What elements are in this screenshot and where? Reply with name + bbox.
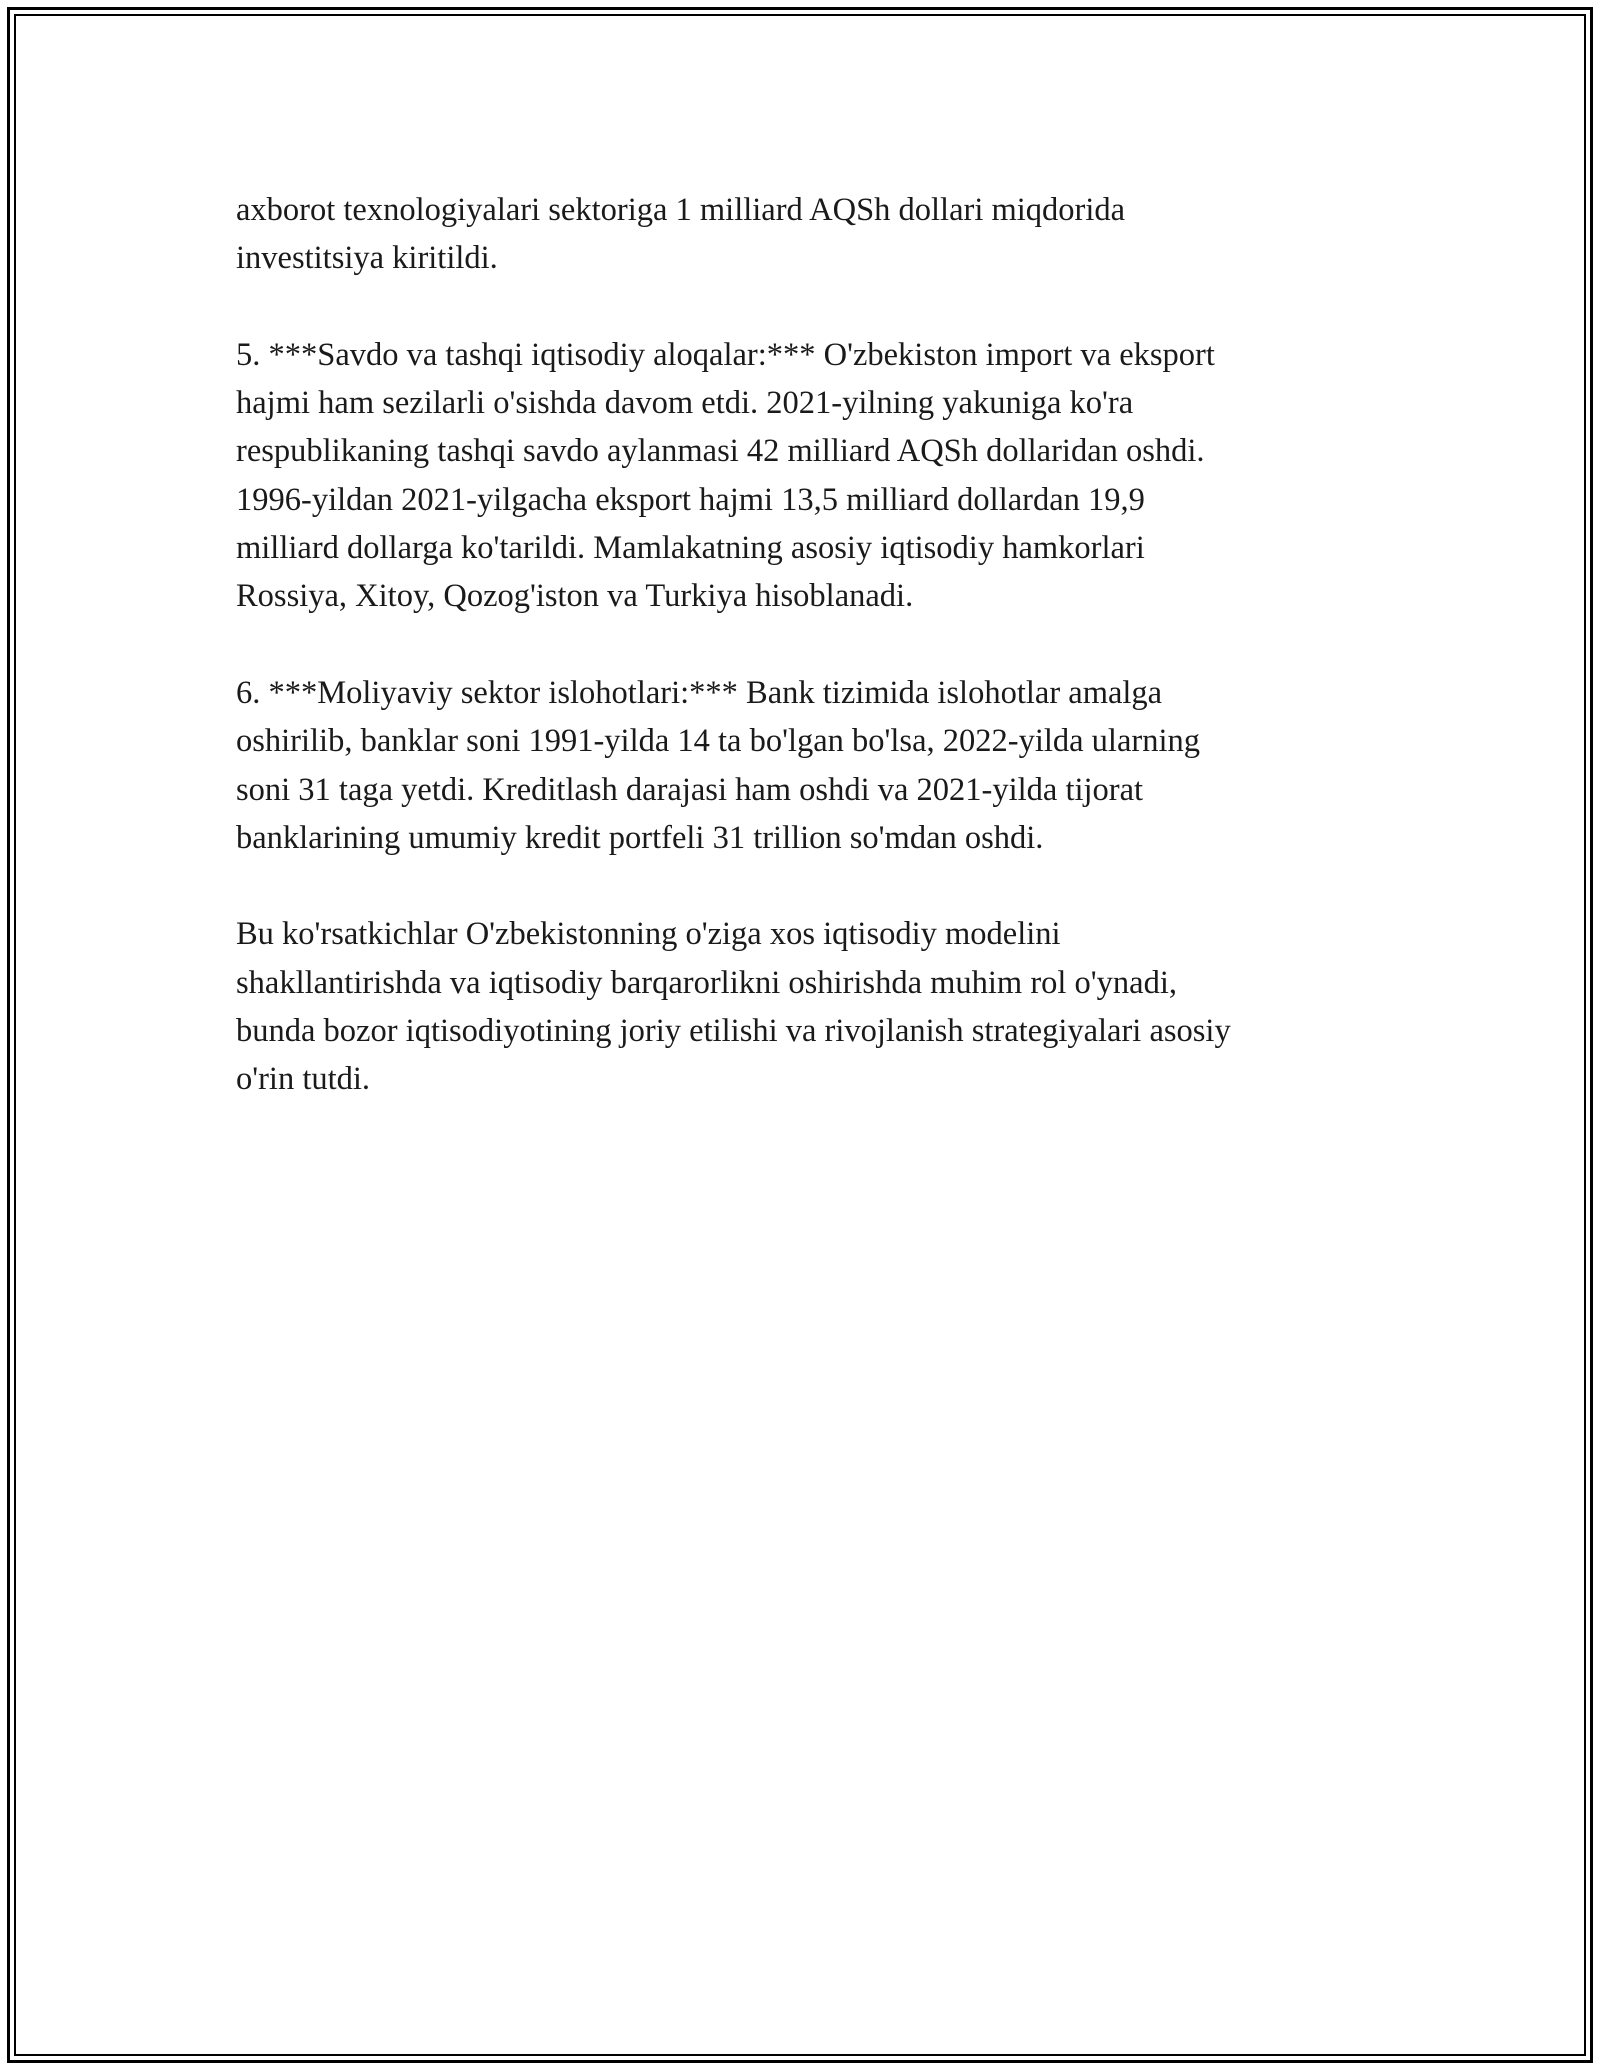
text-line: milliard dollarga ko'tarildi. Mamlakatning asosiy iqtisodiy hamkorlari (236, 530, 1145, 567)
text-line: Rossiya, Xitoy, Qozog'iston va Turkiya hisoblanadi. (236, 578, 914, 615)
text-line: 5. ***Savdo va tashqi iqtisodiy aloqalar:*** O'zbekiston import va eksport (236, 336, 1215, 373)
paragraph-conclusion (236, 910, 1376, 1103)
text-line: respublikaning tashqi savdo aylanmasi 42 milliard AQSh dollaridan oshdi. (236, 433, 1205, 470)
paragraph-trade-relations (236, 331, 1376, 621)
text-line: o'rin tutdi. (236, 1061, 371, 1098)
paragraph-it-investment (236, 186, 1376, 283)
text-line: soni 31 taga yetdi. Kreditlash darajasi ham oshdi va 2021-yilda tijorat (236, 771, 1144, 808)
text-line: hajmi ham sezilarli o'sishda davom etdi. 2021-yilning yakuniga ko'ra (236, 385, 1134, 422)
text-line: banklarining umumiy kredit portfeli 31 trillion so'mdan oshdi. (236, 819, 1044, 856)
text-line: 6. ***Moliyaviy sektor islohotlari:*** Bank tizimida islohotlar amalga (236, 674, 1163, 711)
text-line: Bu ko'rsatkichlar O'zbekistonning o'ziga xos iqtisodiy modelini (236, 916, 1061, 953)
text-line: axborot texnologiyalari sektoriga 1 milliard AQSh dollari miqdorida (236, 192, 1126, 228)
text-line: 1996-yildan 2021-yilgacha eksport hajmi 13,5 milliard dollardan 19,9 (236, 481, 1145, 518)
text-line: bunda bozor iqtisodiyotining joriy etilishi va rivojlanish strategiyalari asosiy (236, 1013, 1231, 1050)
paragraph-financial-reforms (236, 669, 1376, 862)
text-line: oshirilib, banklar soni 1991-yilda 14 ta bo'lgan bo'lsa, 2022-yilda ularning (236, 723, 1200, 760)
text-line: shakllantirishda va iqtisodiy barqarorlikni oshirishda muhim rol o'ynadi, (236, 964, 1177, 1001)
document-body (236, 186, 1376, 1152)
text-line: investitsiya kiritildi. (236, 240, 498, 277)
